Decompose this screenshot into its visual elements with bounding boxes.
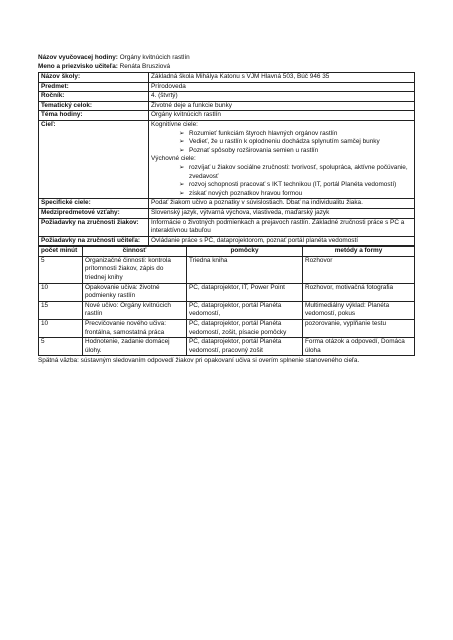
info-row-cross-subject (39, 208, 415, 218)
activities-table (38, 246, 415, 356)
arrow-bullet-icon: ➢ (179, 146, 185, 154)
table-row (39, 338, 415, 356)
tools-cell: PC, dataprojektor, portál Planéta vedomostí, (187, 301, 303, 319)
info-value: Životné deje a funkcie bunky (149, 101, 415, 111)
lesson-label: Názov vyučovacej hodiny: (38, 54, 118, 61)
info-row-student-skills (39, 218, 415, 236)
info-table (38, 72, 415, 246)
tools-cell: Triedna kniha (187, 256, 303, 283)
methods-cell: Forma otázok a odpovedí, Domáca úloha (303, 338, 415, 356)
table-row (39, 256, 415, 283)
teacher-line (38, 63, 415, 72)
info-value: Orgány kvitnúcich rastlín (149, 111, 415, 121)
teacher-value: Renáta Brusziová (119, 63, 171, 70)
tools-cell: PC, dataprojektor, portál Planéta vedomostí, pracovný zošit (187, 338, 303, 356)
table-row (39, 283, 415, 301)
info-row-unit (39, 101, 415, 111)
info-label: Téma hodiny: (39, 111, 149, 121)
arrow-bullet-icon: ➢ (179, 129, 185, 137)
arrow-bullet-icon: ➢ (179, 189, 185, 197)
methods-cell: Multimediálny výklad: Planéta vedomostí, pokus (303, 301, 415, 319)
info-label: Predmet: (39, 82, 149, 92)
arrow-bullet-icon: ➢ (179, 163, 185, 171)
minutes-cell: 10 (39, 283, 83, 301)
methods-cell: Rozhovor (303, 256, 415, 283)
info-row-specific-goals (39, 199, 415, 209)
methods-cell: Rozhovor, motivačná fotografia (303, 283, 415, 301)
info-value: Ovládanie práce s PC, dataprojektorom, poznať portál planéta vedomostí (149, 236, 415, 246)
info-value: Slovenský jazyk, výtvarná výchova, vlastiveda, maďarský jazyk (149, 208, 415, 218)
affective-goal: ➢ rozvíjať u žiakov sociálne zručnosti: tvorivosť, spolupráca, aktívne počúvanie, zvedavosť (179, 163, 408, 180)
tools-cell: PC, dataprojektor, portál Planéta vedomostí, zošit, písacie pomôcky (187, 320, 303, 338)
info-value: 4. (štvrtý) (149, 92, 415, 102)
table-row (39, 301, 415, 319)
column-header: činnosť (83, 247, 187, 257)
activity-cell: Opakovanie učiva: životné podmienky rastlín (83, 283, 187, 301)
info-label: Názov školy: (39, 73, 149, 83)
info-value: Základná škola Mihálya Katonu s VJM Hlavná 503, Búč 946 35 (149, 73, 415, 83)
activity-cell: Hodnotenie, zadanie domácej úlohy. (83, 338, 187, 356)
teacher-label: Meno a priezvisko učiteľa: (38, 63, 118, 70)
activities-header-row (39, 247, 415, 257)
cognitive-goal: ➢ Poznať spôsoby rozširovania semien u rastlín (179, 146, 319, 154)
feedback-note: Spätná väzba: sústavným sledovaním odpovedí žiakov pri opakovaní učiva si overím splnenie stanoveného cieľa. (38, 357, 360, 365)
arrow-bullet-icon: ➢ (179, 138, 185, 146)
goals-row (39, 120, 415, 198)
lesson-plan-page (38, 54, 415, 366)
lesson-value: Orgány kvitnúcich rastlín (119, 54, 190, 61)
info-label: Tematický celok: (39, 101, 149, 111)
lesson-title-line (38, 54, 415, 63)
info-label: Požiadavky na zručnosti žiakov: (39, 218, 149, 236)
info-label: Ročník: (39, 92, 149, 102)
goals-label: Cieľ: (39, 120, 149, 198)
affective-title: Výchovné ciele: (151, 155, 196, 163)
info-row-grade (39, 92, 415, 102)
info-value: Podať žiakom učivo a poznatky v súvislostiach. Dbať na individualitu žiaka. (149, 199, 415, 209)
minutes-cell: 10 (39, 320, 83, 338)
info-label: Medzipredmetové vzťahy: (39, 208, 149, 218)
affective-goal: ➢ získať nových poznatkov hravou formou (179, 189, 303, 197)
info-value: Informácie o životných podmienkach a prejavoch rastlín. Základné zručnosti práce s PC a interaktívnou tabuľou (149, 218, 415, 236)
activity-cell: Organizačné činnosti: kontrola prítomnosti žiakov, zápis do triednej knihy (83, 256, 187, 283)
cognitive-title: Kognitívne ciele: (151, 120, 198, 128)
tools-cell: PC, dataprojektor, IT, Power Point (187, 283, 303, 301)
minutes-cell: 5 (39, 338, 83, 356)
column-header: počet minút (39, 247, 83, 257)
column-header: metódy a formy (303, 247, 415, 257)
minutes-cell: 5 (39, 256, 83, 283)
info-row-topic (39, 111, 415, 121)
affective-goal: ➢ rozvoj schopnosti pracovať s IKT technikou (IT, portál Planéta vedomostí) (179, 181, 397, 189)
goals-content (149, 120, 415, 198)
info-value: Prírodoveda (149, 82, 415, 92)
info-row-subject (39, 82, 415, 92)
methods-cell: pozorovanie, vyplňanie testu (303, 320, 415, 338)
arrow-bullet-icon: ➢ (179, 181, 185, 189)
cognitive-goal: ➢ Rozumieť funkciám štyroch hlavných orgánov rastlín (179, 129, 338, 137)
activity-cell: Nové učivo: Orgány kvitnúcich rastlín (83, 301, 187, 319)
info-row-teacher-skills (39, 236, 415, 246)
cognitive-goal: ➢ Vedieť, že u rastlín k oplodneniu dochádza splynutím samčej bunky (179, 138, 380, 146)
info-row-school (39, 73, 415, 83)
table-row (39, 320, 415, 338)
info-label: Špecifické ciele: (39, 199, 149, 209)
minutes-cell: 15 (39, 301, 83, 319)
activity-cell: Precvičovanie nového učiva: frontálna, samostatná práca (83, 320, 187, 338)
column-header: pomôcky (187, 247, 303, 257)
info-label: Požiadavky na zručnosti učiteľa: (39, 236, 149, 246)
